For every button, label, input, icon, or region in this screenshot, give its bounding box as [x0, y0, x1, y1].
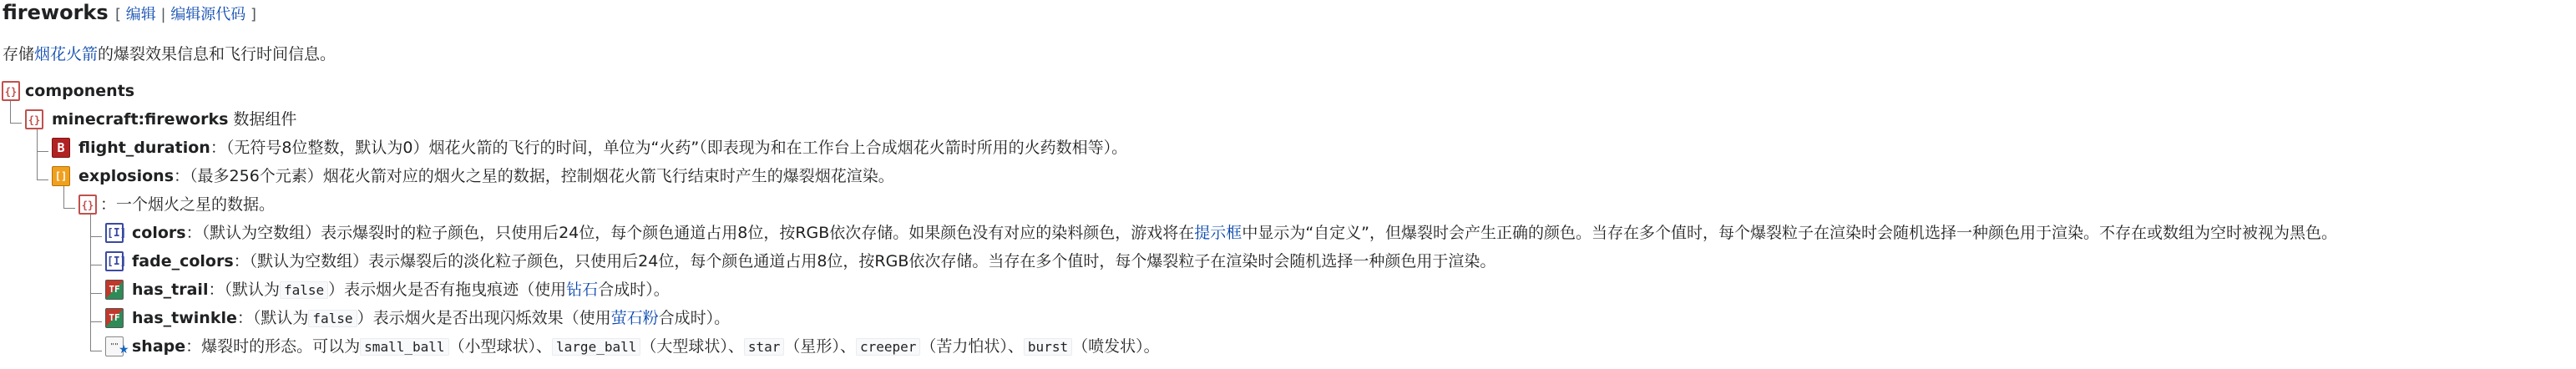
shape-key: shape — [132, 337, 186, 356]
has-twinkle-key: has_twinkle — [132, 309, 237, 327]
shape-sep-1: 、 — [536, 337, 553, 356]
shape-option-small-ball-label: （小型球状） — [448, 337, 537, 356]
edit-source-link[interactable]: 编辑源代码 — [170, 6, 246, 23]
tooltip-link[interactable]: 提示框 — [1194, 224, 1242, 242]
shape-option-burst: burst — [1024, 338, 1072, 356]
intro-prefix: 存储 — [3, 45, 35, 63]
has-twinkle-desc-a: ：（默认为 — [236, 309, 309, 327]
shape-desc-a: ：爆裂时的形态。可以为 — [185, 337, 361, 356]
glowstone-dust-link[interactable]: 萤石粉 — [610, 309, 659, 327]
tree-branch-explosions — [37, 179, 48, 180]
colors-desc-b: 中显示为“自定义”，但爆裂时会产生正确的颜色。当存在多个值时，每个爆裂粒子在渲染时会随机选择一种颜色用于渲染。不存在或数组为空时被视为黑色。 — [1242, 224, 2338, 242]
page-title: fireworks — [3, 1, 109, 24]
shape-end: 。 — [1143, 337, 1160, 356]
diamond-link[interactable]: 钻石 — [566, 281, 599, 299]
explosions-key: explosions — [78, 167, 175, 185]
boolean-tag-icon: TF — [105, 280, 124, 300]
tree-branch-has-twinkle — [90, 321, 102, 322]
tree-branch-l1 — [10, 123, 22, 124]
has-trail-desc-a: ：（默认为 — [208, 281, 280, 299]
int-array-tag-icon: [I] — [105, 223, 124, 243]
has-trail-default-code: false — [280, 281, 328, 299]
shape-sep-2: 、 — [727, 337, 744, 356]
minecraft-fireworks-key: minecraft:fireworks — [52, 110, 229, 129]
compound-tag-icon: {} — [25, 109, 43, 129]
edit-close-bracket: ] — [251, 6, 257, 23]
has-trail-key: has_trail — [132, 281, 209, 299]
firework-rocket-link[interactable]: 烟花火箭 — [34, 45, 99, 63]
fade-colors-key: fade_colors — [132, 252, 234, 270]
shape-sep-4: 、 — [1007, 337, 1024, 356]
flight-duration-desc: ：（无符号8位整数，默认为0）烟花火箭的飞行的时间，单位为“火药”（即表现为和在工作台上合成烟花火箭时所用的火药数相等）。 — [210, 139, 1128, 157]
int-array-tag-icon: [I] — [105, 251, 124, 271]
shape-option-large-ball: large_ball — [552, 338, 640, 356]
tree-branch-flight — [37, 151, 48, 152]
explosions-desc: ：（最多256个元素）烟花火箭对应的烟火之星的数据，控制烟花火箭飞行结束时产生的爆裂烟花渲染。 — [174, 167, 894, 185]
tree-branch-colors — [90, 236, 102, 237]
tree-branch-item — [63, 208, 75, 209]
shape-sep-3: 、 — [839, 337, 856, 356]
tree-line-l3 — [63, 186, 64, 208]
tree-line-l4 — [90, 215, 91, 351]
edit-separator: | — [160, 6, 166, 23]
has-twinkle-default-code: false — [308, 310, 357, 327]
flight-duration-key: flight_duration — [78, 139, 210, 157]
boolean-tag-icon: TF — [105, 308, 124, 328]
shape-option-creeper-label: （苦力怕状） — [920, 337, 1008, 356]
shape-option-creeper: creeper — [856, 338, 920, 356]
has-twinkle-desc-b: ）表示烟火是否出现闪烁效果（使用 — [357, 309, 611, 327]
string-tag-icon: "" — [105, 336, 124, 356]
explosion-item-desc: ：一个烟火之星的数据。 — [100, 195, 276, 214]
edit-open-bracket: [ — [115, 6, 122, 23]
shape-option-large-ball-label: （大型球状） — [640, 337, 728, 356]
fade-colors-desc: ：（默认为空数组）表示爆裂后的淡化粒子颜色，只使用后24位，每个颜色通道占用8位，按RGB依次存储。当存在多个值时，每个爆裂粒子在渲染时会随机选择一种颜色用于渲染。 — [233, 252, 1496, 270]
shape-option-star: star — [744, 338, 785, 356]
colors-key: colors — [132, 224, 186, 242]
has-twinkle-desc-c: 合成时）。 — [658, 309, 731, 327]
edit-link[interactable]: 编辑 — [125, 6, 156, 23]
shape-option-burst-label: （喷发状） — [1072, 337, 1144, 356]
has-trail-desc-c: 合成时）。 — [598, 281, 670, 299]
edit-links — [115, 6, 256, 24]
byte-tag-icon: B — [52, 138, 70, 158]
tree-branch-has-trail — [90, 293, 102, 294]
colors-desc-a: ：（默认为空数组）表示爆裂时的粒子颜色，只使用后24位，每个颜色通道占用8位，按RGB依次存储。如果颜色没有对应的染料颜色，游戏将在 — [185, 224, 1195, 242]
required-star-icon: ★ — [119, 343, 129, 356]
list-tag-icon: [] — [52, 166, 70, 186]
tree-line-l1 — [10, 101, 11, 124]
compound-tag-icon: {} — [2, 81, 20, 101]
compound-tag-icon: {} — [78, 195, 97, 215]
tree-line-l2 — [37, 129, 38, 180]
has-trail-desc-b: ）表示烟火是否有拖曳痕迹（使用 — [328, 281, 567, 299]
shape-option-small-ball: small_ball — [360, 338, 448, 356]
intro-paragraph — [3, 43, 336, 65]
shape-option-star-label: （星形） — [784, 337, 840, 356]
components-key: components — [25, 82, 135, 100]
minecraft-fireworks-desc: 数据组件 — [228, 110, 297, 129]
intro-suffix: 的爆裂效果信息和飞行时间信息。 — [98, 45, 337, 63]
